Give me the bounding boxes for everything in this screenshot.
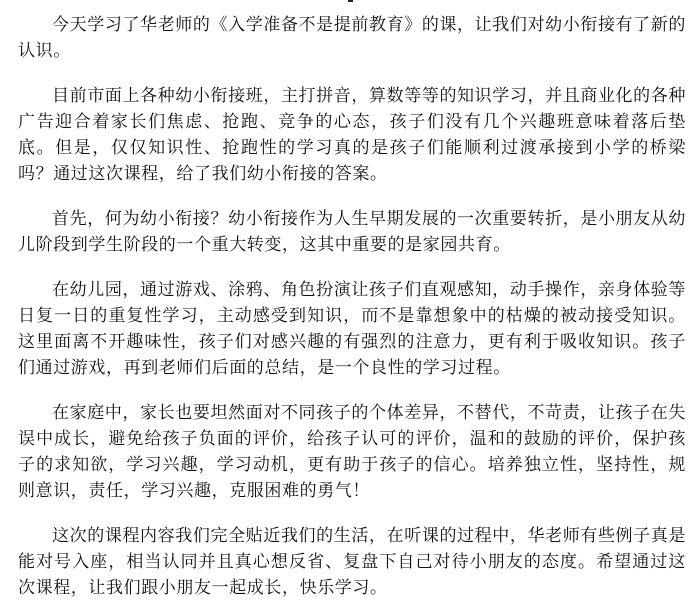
paragraph-family: 在家庭中，家长也要坦然面对不同孩子的个体差异，不替代，不苛责，让孩子在失误中成长，避免给孩子负面的评价，给孩子认可的评价，温和的鼓励的评价，保护孩子的求知欲，学习兴趣，学习动机，更有助于孩子的信心。培养独立性，坚持性，规则意识，责任，学习兴趣，克服困难的勇气！ — [18, 403, 686, 501]
paragraph-market: 目前市面上各种幼小衔接班，主打拼音，算数等等的知识学习，并且商业化的各种广告迎合着家长们焦虑、抢跑、竞争的心态，孩子们没有几个兴趣班意味着落后垫底。但是，仅仅知识性、抢跑性的学习真的是孩子们能顺利过渡承接到小学的桥梁吗？通过这次课程，给了我们幼小衔接的答案。 — [18, 86, 686, 184]
paragraph-intro: 今天学习了华老师的《入学准备不是提前教育》的课，让我们对幼小衔接有了新的认识。 — [18, 15, 686, 61]
page-edge-mark — [348, 0, 353, 2]
paragraph-kindergarten: 在幼儿园，通过游戏、涂鸦、角色扮演让孩子们直观感知，动手操作，亲身体验等日复一日的重复性学习，主动感受到知识，而不是靠想象中的枯燥的被动接受知识。这里面离不开趣味性，孩子们对感兴趣的有强烈的注意力，更有利于吸收知识。孩子们通过游戏，再到老师们后面的总结，是一个良性的学习过程。 — [18, 280, 686, 378]
paragraph-definition: 首先，何为幼小衔接？幼小衔接作为人生早期发展的一次重要转折，是小朋友从幼儿阶段到学生阶段的一个重大转变，这其中重要的是家园共育。 — [18, 209, 686, 255]
paragraph-conclusion: 这次的课程内容我们完全贴近我们的生活，在听课的过程中，华老师有些例子真是能对号入座，相当认同并且真心想反省、复盘下自己对待小朋友的态度。希望通过这次课程，让我们跟小朋友一起成长，快乐学习。 — [18, 526, 686, 598]
